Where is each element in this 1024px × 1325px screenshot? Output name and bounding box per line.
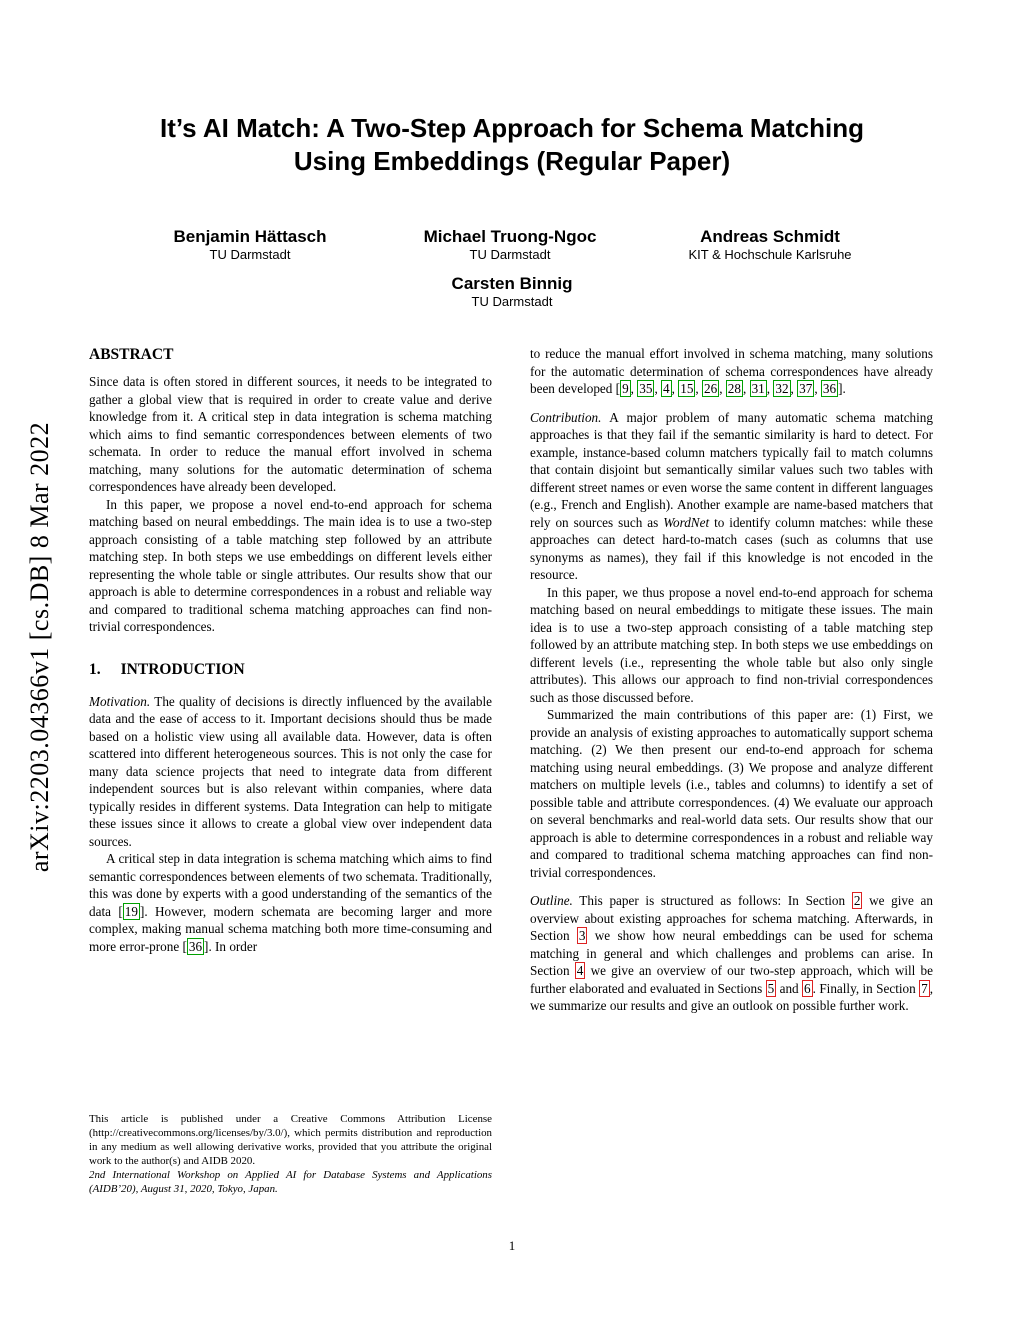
citation-link[interactable]: 36 <box>822 381 837 396</box>
author-affiliation: TU Darmstadt <box>209 247 291 262</box>
section-title: INTRODUCTION <box>120 660 245 678</box>
arxiv-sidebar-label: arXiv:2203.04366v1 [cs.DB] 8 Mar 2022 <box>25 421 54 873</box>
abstract-heading: ABSTRACT <box>89 346 174 363</box>
section-ref-link[interactable]: 7 <box>921 980 928 996</box>
paper-title-line2: Using Embeddings (Regular Paper) <box>293 146 731 176</box>
paper-title <box>0 112 1024 178</box>
body-paragraph-continuation: to reduce the manual effort involved in schema matching, many solutions for the automatic determination of schema correspondences have already been developed [ 9 , 35 , 4 , 15 , 26 , 28 , 31 , 32 , 37 , 36 ]. <box>530 346 933 396</box>
author-name: Michael Truong-Ngoc <box>423 227 597 246</box>
introduction-paragraph: A critical step in data integration is schema matching which aims to find semantic correspondences between elements of two schemata. Traditionally, this was done by experts with a good understanding of the semantics of the data [ 19 ]. However, modern schemata are becoming larger and more complex, making manual schema matching both more time-consuming and more error-prone [ 36 ]. In order <box>89 851 493 954</box>
italic-text: WordNet <box>663 514 710 530</box>
section-ref-link[interactable]: 6 <box>804 980 811 996</box>
body-paragraph: In this paper, we thus propose a novel end-to-end approach for schema matching based on neural embeddings to mitigate these issues. The main idea is to use a two-step approach consisting of a table matching step followed by an attribute matching step. In both steps we use embeddings on different levels (i.e., representing the whole table but also only single attributes). This allows our approach to find non-trivial correspondences such as those discussed before. <box>530 584 933 705</box>
citation-link[interactable]: 35 <box>639 381 653 396</box>
page-number: 1 <box>508 1238 516 1253</box>
citation-link[interactable]: 28 <box>727 381 741 396</box>
citation-link[interactable]: 26 <box>704 381 718 396</box>
author-affiliation: TU Darmstadt <box>469 247 551 262</box>
author-block <box>0 274 1024 309</box>
author-block <box>640 227 900 262</box>
author-name: Benjamin Hättasch <box>173 227 327 246</box>
body-paragraph: Summarized the main contributions of this paper are: (1) First, we provide an analysis of existing approaches to automatically support schema matching. (2) We then present our end-to-end approach for schema matching using neural embeddings. (3) We propose and analyze different matchers on multiple levels (i.e., tables and columns) to identify a set of possible table and attribute correspondences. (4) We evaluate our approach on several benchmarks and real-world data sets. Our results show that our approach is able to determine correspondences in a robust and reliable way and compared to traditional schema matching approaches can find non-trivial correspondences. <box>530 707 933 880</box>
abstract-paragraph: Since data is often stored in different sources, it needs to be integrated to gather a global view that is required in order to create value and derive knowledge from it. A critical step in data integration is schema matching which aims to find semantic correspondences between elements of two schemata. In order to reduce the manual effort involved in schema matching, many solutions for the automatic determination of schema correspondences have already been developed. <box>89 374 492 494</box>
paper-title-line1: It’s AI Match: A Two-Step Approach for Schema Matching <box>160 113 864 143</box>
citation-link[interactable]: 9 <box>622 381 629 396</box>
footnote-license-text: This article is published under a Creative Commons Attribution License (http://creativecommons.org/licenses/by/3.0/), which permits distribution and reproduction in any medium as well allowing derivative works, provided that you attribute the original work to the author(s) and AIDB 2020. <box>89 1113 492 1167</box>
introduction-heading <box>89 660 492 679</box>
authors-row <box>120 227 900 262</box>
footnote-venue-text: 2nd International Workshop on Applied AI for Database Systems and Applications (AIDB’20), August 31, 2020, Tokyo, Japan. <box>89 1169 492 1195</box>
author-affiliation: KIT & Hochschule Karlsruhe <box>688 247 852 262</box>
introduction-paragraph-motivation: Motivation. The quality of decisions is directly influenced by the available data and the ease of access to it. Important decisions should thus be made based on a holistic view using all available data. However, data is often scattered into different heterogeneous sources. This is not only the case for many data science projects that need to integrate data from different independent sources but is also relevant within companies, where data typically resides in different systems. Data Integration can help to mitigate these issues since it allows to create a global view over independent data sources. <box>89 693 492 849</box>
italic-text: Outline. <box>530 893 573 908</box>
right-column <box>530 345 933 1015</box>
outline-paragraph: Outline. This paper is structured as follows: In Section 2 we give an overview about existing approaches for schema matching. Afterwards, in Section 3 we show how neural embeddings can be used for schema matching in general and which challenges and problems can arise. In Section 4 we give an overview of our two-step approach, which will be further elaborated and evaluated in Sections 5 and 6 . Finally, in Section 7 , we summarize our results and give an outlook on possible further work. <box>530 893 934 1013</box>
author-block <box>380 227 640 262</box>
citation-link[interactable]: 15 <box>680 381 694 396</box>
italic-text: Motivation. <box>89 693 151 709</box>
section-ref-link[interactable]: 3 <box>578 928 586 943</box>
section-number: 1. <box>89 660 101 678</box>
citation-link[interactable]: 31 <box>751 381 765 396</box>
author-name: Carsten Binnig <box>451 274 573 293</box>
section-ref-link[interactable]: 2 <box>853 893 861 908</box>
italic-text: Contribution. <box>530 409 602 425</box>
abstract-paragraph: In this paper, we propose a novel end-to-end approach for schema matching based on neural embeddings. The main idea is to use a two-step approach consisting of a table matching step followed by an attribute matching step. In both steps we use embeddings on different levels either representing the whole table or single attributes. Our results show that our approach is able to determine correspondences in a robust and reliable way and compared to traditional schema matching approaches can find non-trivial correspondences. <box>89 496 492 634</box>
citation-link[interactable]: 37 <box>799 381 813 396</box>
section-ref-link[interactable]: 4 <box>576 963 584 978</box>
citation-link[interactable]: 19 <box>124 903 138 919</box>
footnote <box>89 1112 492 1196</box>
author-name: Andreas Schmidt <box>700 227 840 246</box>
citation-link[interactable]: 32 <box>775 381 789 396</box>
citation-link[interactable]: 36 <box>188 938 203 954</box>
author-block <box>120 227 380 262</box>
author-affiliation: TU Darmstadt <box>471 294 553 309</box>
left-column <box>89 345 492 955</box>
section-ref-link[interactable]: 5 <box>767 980 775 996</box>
citation-link[interactable]: 4 <box>663 381 670 396</box>
contribution-paragraph: Contribution. A major problem of many automatic schema matching approaches is that they fail if the semantic similarity is hard to detect. For example, instance-based column matchers typically fail to match columns that contain disjoint but semantically similar values such two tables with different street names or even worse the same content in different languages (e.g., French and English). Another example are name-based matchers that rely on sources such as WordNet to identify column matches: while these approaches can detect hard-to-match cases (such as columns that use synonyms as names), they fail if this knowledge is not encoded in the resource. <box>530 409 933 582</box>
